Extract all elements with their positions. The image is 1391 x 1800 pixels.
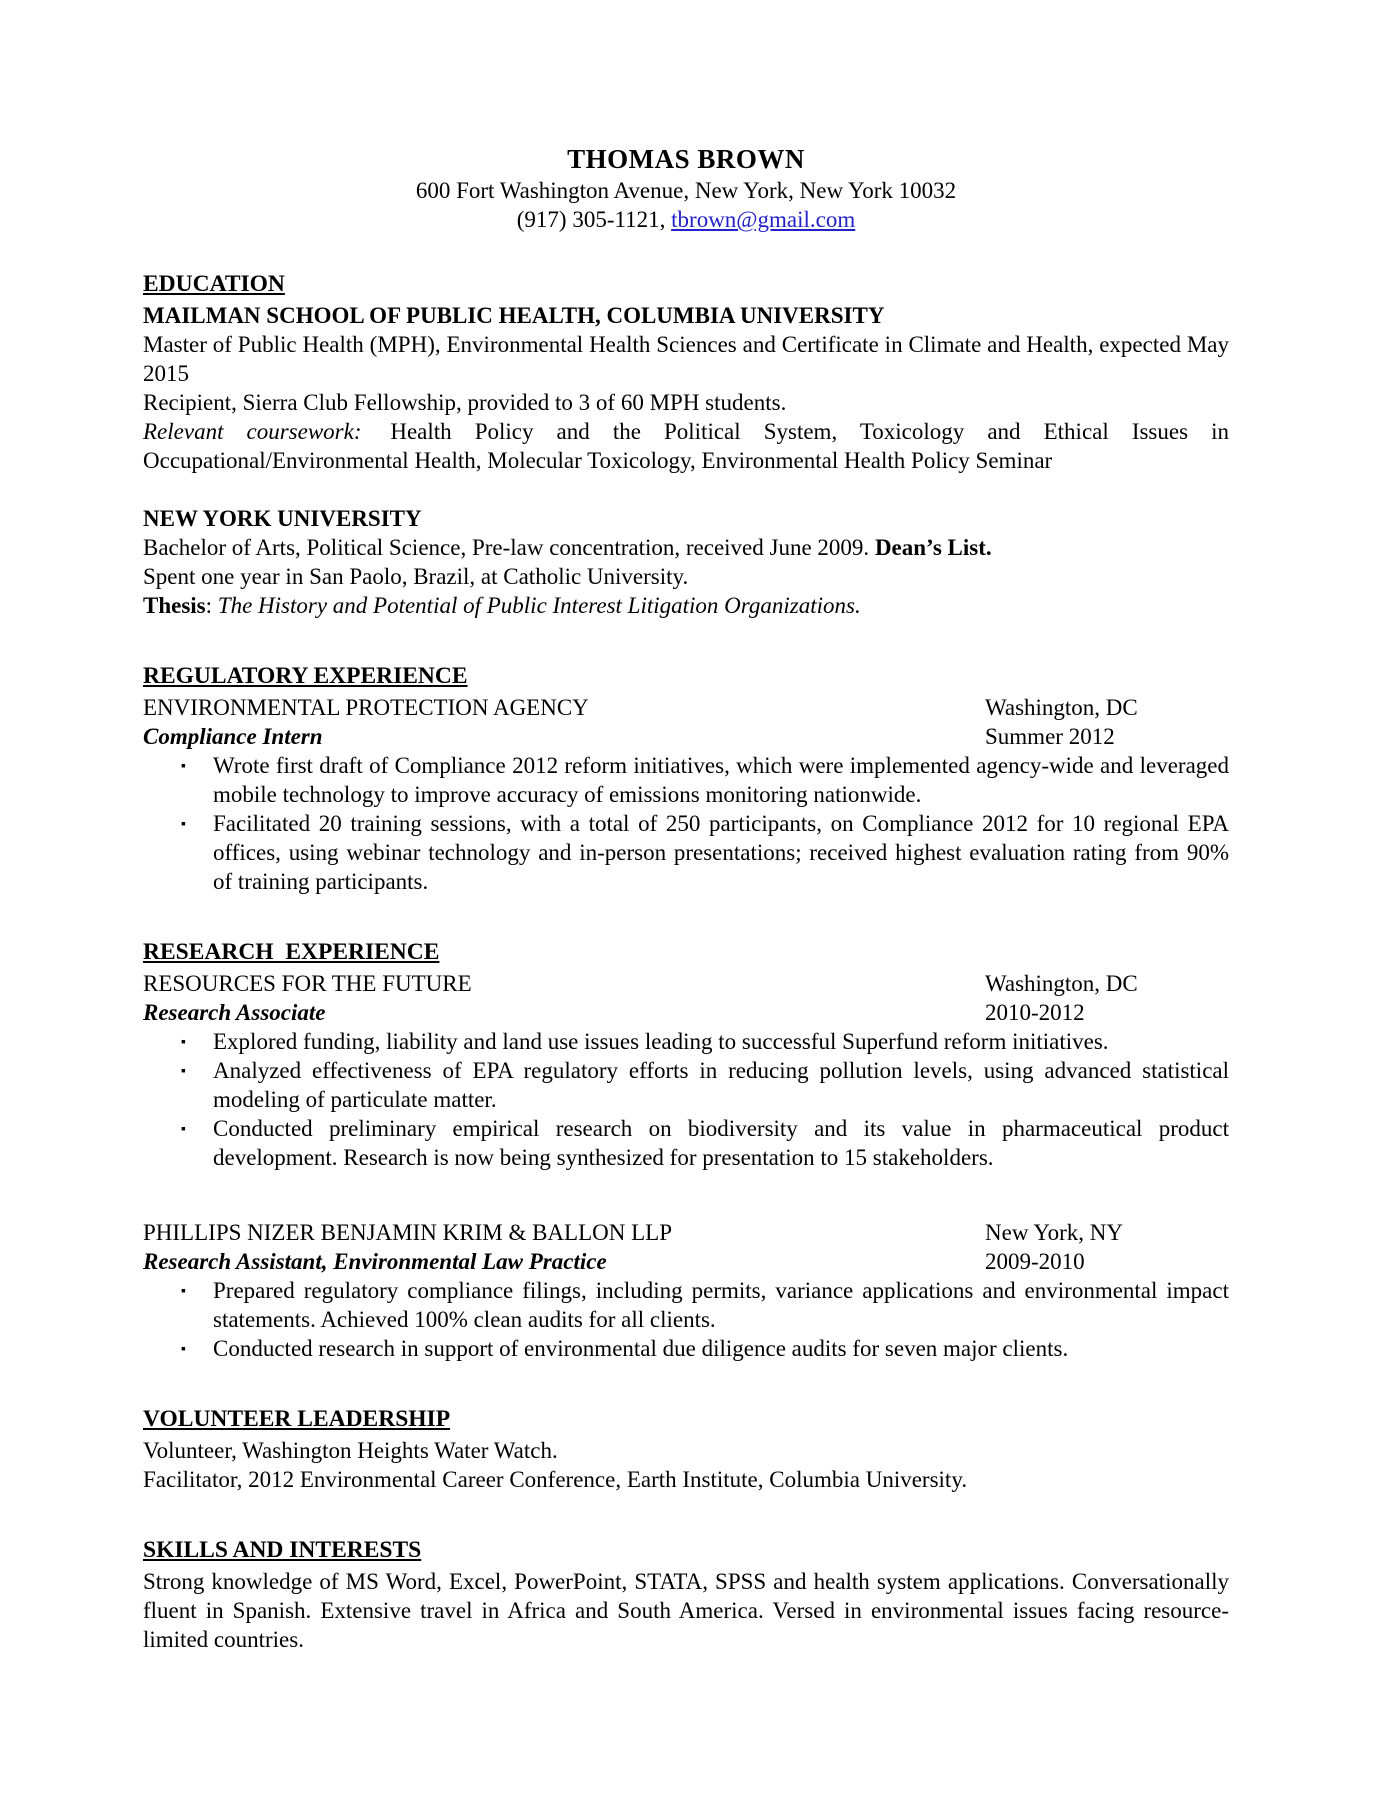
coursework-label: Relevant coursework: xyxy=(143,419,362,444)
bullet-text: Analyzed effectiveness of EPA regulatory efforts in reducing pollution levels, using advanced statistical modeling of particulate matter. xyxy=(213,1058,1229,1112)
school-name: MAILMAN SCHOOL OF PUBLIC HEALTH, COLUMBIA UNIVERSITY xyxy=(143,303,885,328)
bullet-item xyxy=(143,809,1229,896)
fellowship-line: Recipient, Sierra Club Fellowship, provided to 3 of 60 MPH students. xyxy=(143,390,787,415)
employer-location: Washington, DC xyxy=(985,971,1138,996)
bullet-text: Conducted research in support of environmental due diligence audits for seven major clients. xyxy=(213,1336,1069,1361)
degree-line: Master of Public Health (MPH), Environmental Health Sciences and Certificate in Climate and Health, expected May 2015 xyxy=(143,332,1229,386)
regulatory-heading: REGULATORY EXPERIENCE xyxy=(143,663,468,689)
employer-name: PHILLIPS NIZER BENJAMIN KRIM & BALLON LLP xyxy=(143,1220,672,1245)
candidate-name: THOMAS BROWN xyxy=(567,144,805,174)
job-title: Research Assistant, Environmental Law Practice xyxy=(143,1249,607,1274)
degree-line xyxy=(143,533,1229,562)
role-row xyxy=(143,722,1229,751)
education-entry-nyu xyxy=(143,504,1229,620)
job-dates: Summer 2012 xyxy=(985,724,1115,749)
bullet-list xyxy=(143,751,1229,896)
employer-row xyxy=(143,693,1229,722)
bullet-text: Conducted preliminary empirical research on biodiversity and its value in pharmaceutical product development. Research is now being synthesized for presentation to 15 stakeholders. xyxy=(213,1116,1229,1170)
bullet-text: Explored funding, liability and land use issues leading to successful Superfund reform initiatives. xyxy=(213,1029,1109,1054)
contact-line xyxy=(143,205,1229,234)
employer-location: New York, NY xyxy=(985,1220,1124,1245)
coursework-text: Health Policy and the Political System, Toxicology and Ethical Issues in Occupational/Environmental Health, Molecular Toxicology, Environmental Health Policy Seminar xyxy=(143,419,1229,473)
role-row xyxy=(143,998,1229,1027)
thesis-line xyxy=(143,591,1229,620)
skills-heading: SKILLS AND INTERESTS xyxy=(143,1537,422,1563)
email-link[interactable]: tbrown@gmail.com xyxy=(671,207,856,232)
bullet-text: Prepared regulatory compliance filings, including permits, variance applications and environmental impact statements. Achieved 100% clean audits for all clients. xyxy=(213,1278,1229,1332)
skills-text: Strong knowledge of MS Word, Excel, PowerPoint, STATA, SPSS and health system applications. Conversationally fluent in Spanish. Extensive travel in Africa and South America. Versed in environmental issues facing resource-limited countries. xyxy=(143,1569,1229,1652)
volunteer-heading: VOLUNTEER LEADERSHIP xyxy=(143,1406,451,1432)
job-dates: 2010-2012 xyxy=(985,1000,1085,1025)
job-dates: 2009-2010 xyxy=(985,1249,1085,1274)
role-row xyxy=(143,1247,1229,1276)
experience-entry-epa xyxy=(143,693,1229,896)
section-regulatory-experience xyxy=(143,662,1229,896)
bullet-icon: ▪ xyxy=(181,1284,186,1299)
volunteer-line: Facilitator, 2012 Environmental Career Conference, Earth Institute, Columbia University. xyxy=(143,1467,968,1492)
research-heading: RESEARCH EXPERIENCE xyxy=(143,939,440,965)
thesis-label: Thesis xyxy=(143,593,206,618)
thesis-separator: : xyxy=(205,593,213,618)
bullet-item xyxy=(143,751,1229,809)
bullet-item xyxy=(143,1276,1229,1334)
school-name: NEW YORK UNIVERSITY xyxy=(143,506,422,531)
bullet-icon: ▪ xyxy=(181,759,186,774)
thesis-title: The History and Potential of Public Interest Litigation Organizations. xyxy=(217,593,861,618)
employer-location: Washington, DC xyxy=(985,695,1138,720)
bullet-item xyxy=(143,1334,1229,1363)
study-abroad-line: Spent one year in San Paolo, Brazil, at Catholic University. xyxy=(143,564,689,589)
bullet-icon: ▪ xyxy=(181,817,186,832)
bullet-icon: ▪ xyxy=(181,1342,186,1357)
job-title: Compliance Intern xyxy=(143,724,323,749)
bullet-list xyxy=(143,1027,1229,1172)
experience-entry-rff xyxy=(143,969,1229,1172)
address-line: 600 Fort Washington Avenue, New York, New York 10032 xyxy=(415,178,957,203)
experience-entry-phillips xyxy=(143,1218,1229,1363)
employer-row xyxy=(143,969,1229,998)
resume-content xyxy=(143,0,1229,1654)
bullet-list xyxy=(143,1276,1229,1363)
employer-name: ENVIRONMENTAL PROTECTION AGENCY xyxy=(143,695,589,720)
education-entry-mailman xyxy=(143,301,1229,475)
bullet-icon: ▪ xyxy=(181,1035,186,1050)
section-skills-interests xyxy=(143,1536,1229,1654)
deans-list-text: Dean’s List. xyxy=(874,535,992,560)
volunteer-line: Volunteer, Washington Heights Water Watch. xyxy=(143,1438,558,1463)
employer-row xyxy=(143,1218,1229,1247)
bullet-icon: ▪ xyxy=(181,1122,186,1137)
section-research-experience xyxy=(143,938,1229,1363)
education-heading: EDUCATION xyxy=(143,271,285,297)
bullet-text: Wrote first draft of Compliance 2012 reform initiatives, which were implemented agency-wide and leveraged mobile technology to improve accuracy of emissions monitoring nationwide. xyxy=(213,753,1229,807)
bullet-item xyxy=(143,1114,1229,1172)
job-title: Research Associate xyxy=(143,1000,326,1025)
bullet-icon: ▪ xyxy=(181,1064,186,1079)
section-education xyxy=(143,270,1229,620)
employer-name: RESOURCES FOR THE FUTURE xyxy=(143,971,472,996)
degree-text: Bachelor of Arts, Political Science, Pre-law concentration, received June 2009. xyxy=(143,535,870,560)
bullet-text: Facilitated 20 training sessions, with a total of 250 participants, on Compliance 2012 for 10 regional EPA offices, using webinar technology and in-person presentations; received highest evaluation rating from 90% of training participants. xyxy=(213,811,1229,894)
coursework-line xyxy=(143,417,1229,475)
resume-header xyxy=(143,0,1229,234)
bullet-item xyxy=(143,1056,1229,1114)
bullet-item xyxy=(143,1027,1229,1056)
section-volunteer-leadership xyxy=(143,1405,1229,1494)
phone-number: (917) 305-1121, xyxy=(516,207,666,232)
